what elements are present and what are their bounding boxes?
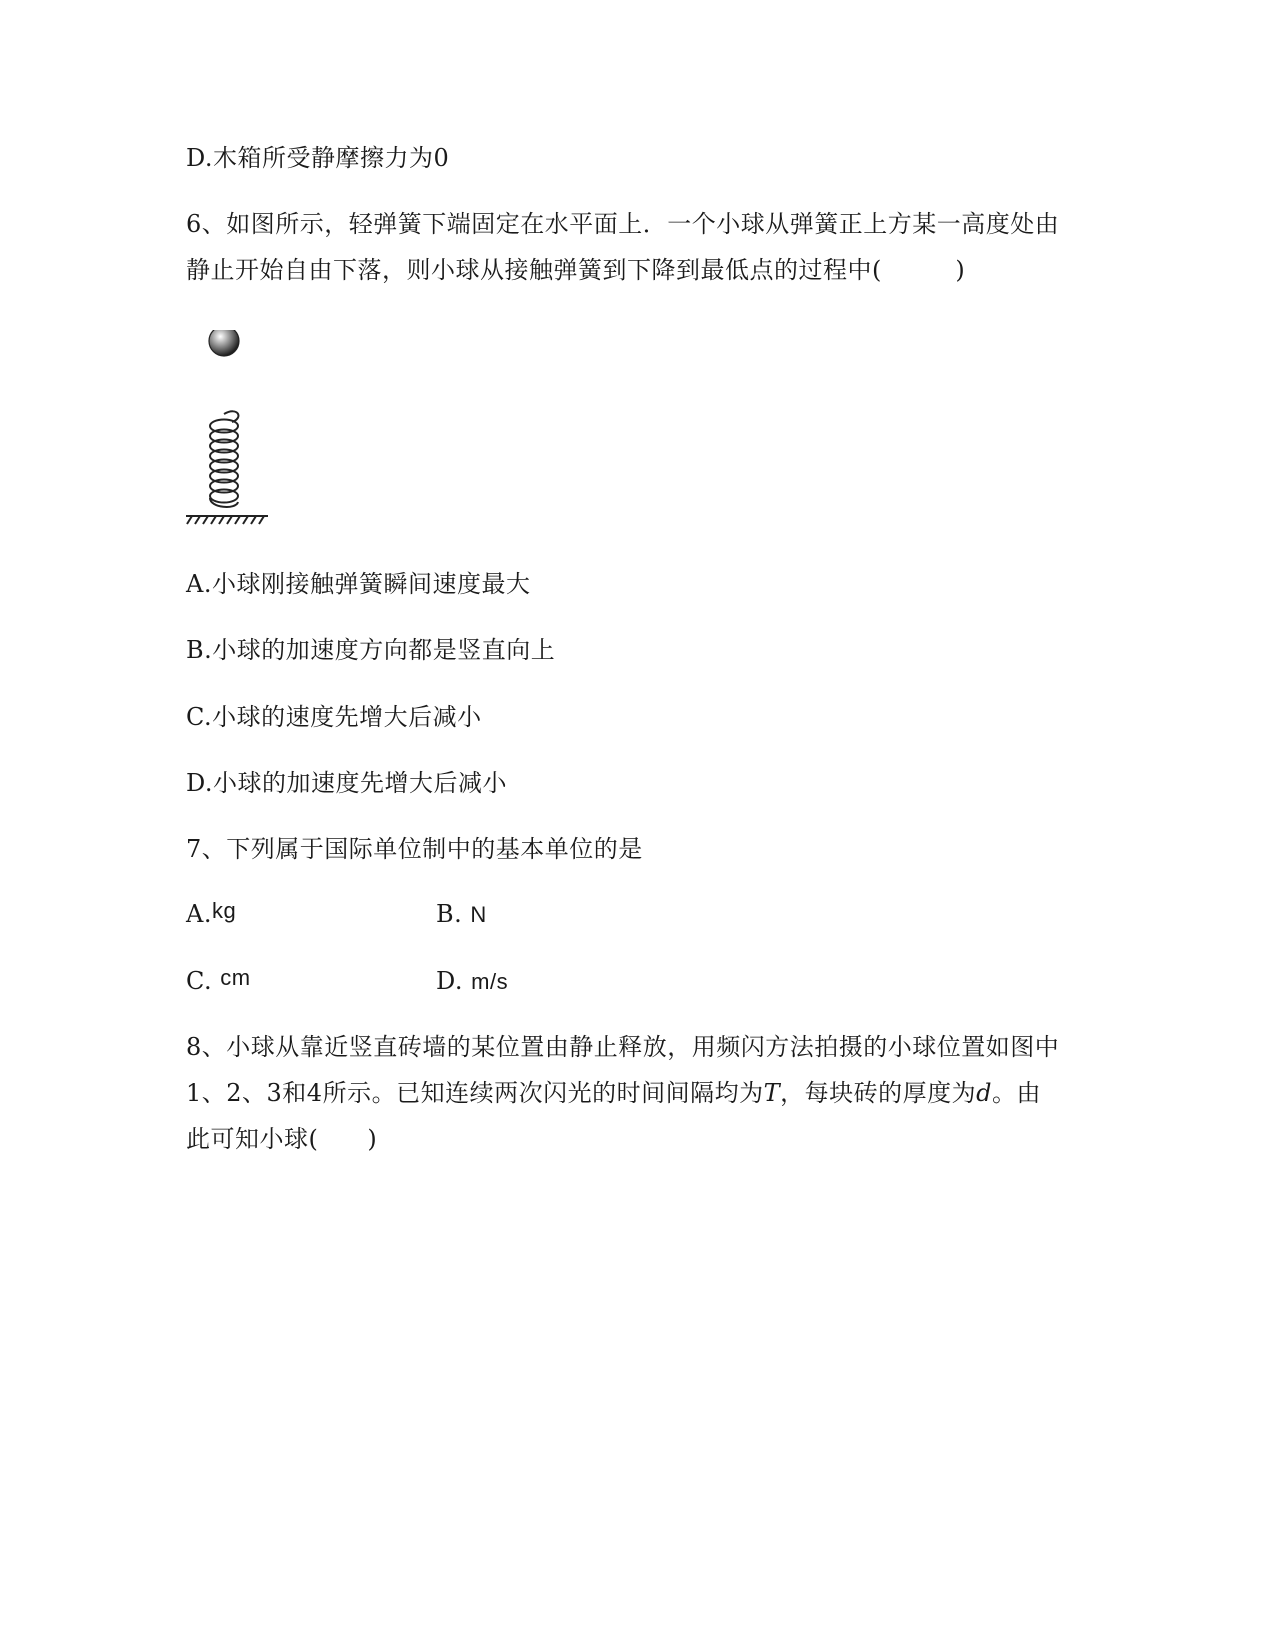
q7-option-c	[186, 965, 251, 998]
q6-option-c: C.小球的速度先增大后减小	[186, 703, 482, 731]
ground-hatch-icon	[186, 516, 268, 524]
q7-option-c-prefix: C.	[186, 967, 213, 995]
q8-var-t: T	[763, 1079, 781, 1107]
q8-stem-line1: 8、小球从靠近竖直砖墙的某位置由静止释放，用频闪方法拍摄的小球位置如图中	[186, 1033, 1060, 1061]
q6-option-d: D.小球的加速度先增大后减小	[186, 769, 508, 797]
ball-spring-figure-icon	[186, 330, 286, 562]
q7-option-a-prefix: A.	[186, 900, 212, 928]
q7-option-b-prefix: B.	[436, 900, 463, 928]
q8-stem-line2-part2: ，每块砖的厚度为	[780, 1079, 977, 1107]
q8-stem-line3: 此可知小球( )	[186, 1125, 378, 1153]
ball-icon	[209, 330, 239, 356]
q8-stem-line2-part1: 1、2、3和4所示。已知连续两次闪光的时间间隔均为	[186, 1079, 764, 1107]
q7-option-b	[436, 898, 487, 931]
q7-option-a-unit: kg	[211, 898, 237, 923]
q6-stem-line1: 6、如图所示，轻弹簧下端固定在水平面上．一个小球从弹簧正上方某一高度处由	[186, 210, 1060, 238]
q8-stem-line2-part3: 。由	[991, 1079, 1041, 1107]
q7-option-c-unit: cm	[220, 965, 251, 990]
spring-icon	[210, 411, 238, 507]
q5-option-d: D.木箱所受静摩擦力为0	[186, 144, 450, 172]
q7-stem: 7、下列属于国际单位制中的基本单位的是	[186, 835, 643, 863]
q8-stem-line2	[186, 1077, 1041, 1109]
q6-option-b: B.小球的加速度方向都是竖直向上	[186, 636, 556, 664]
q7-option-a	[186, 898, 236, 931]
q8-var-d: d	[976, 1079, 992, 1107]
q7-option-b-unit: N	[470, 902, 487, 927]
q7-option-d-prefix: D.	[436, 967, 464, 995]
q7-option-d-unit: m/s	[471, 969, 509, 994]
q7-option-d	[436, 965, 508, 998]
q6-stem-line2: 静止开始自由下落，则小球从接触弹簧到下降到最低点的过程中( )	[186, 256, 966, 284]
q6-option-a: A.小球刚接触弹簧瞬间速度最大	[186, 570, 531, 598]
